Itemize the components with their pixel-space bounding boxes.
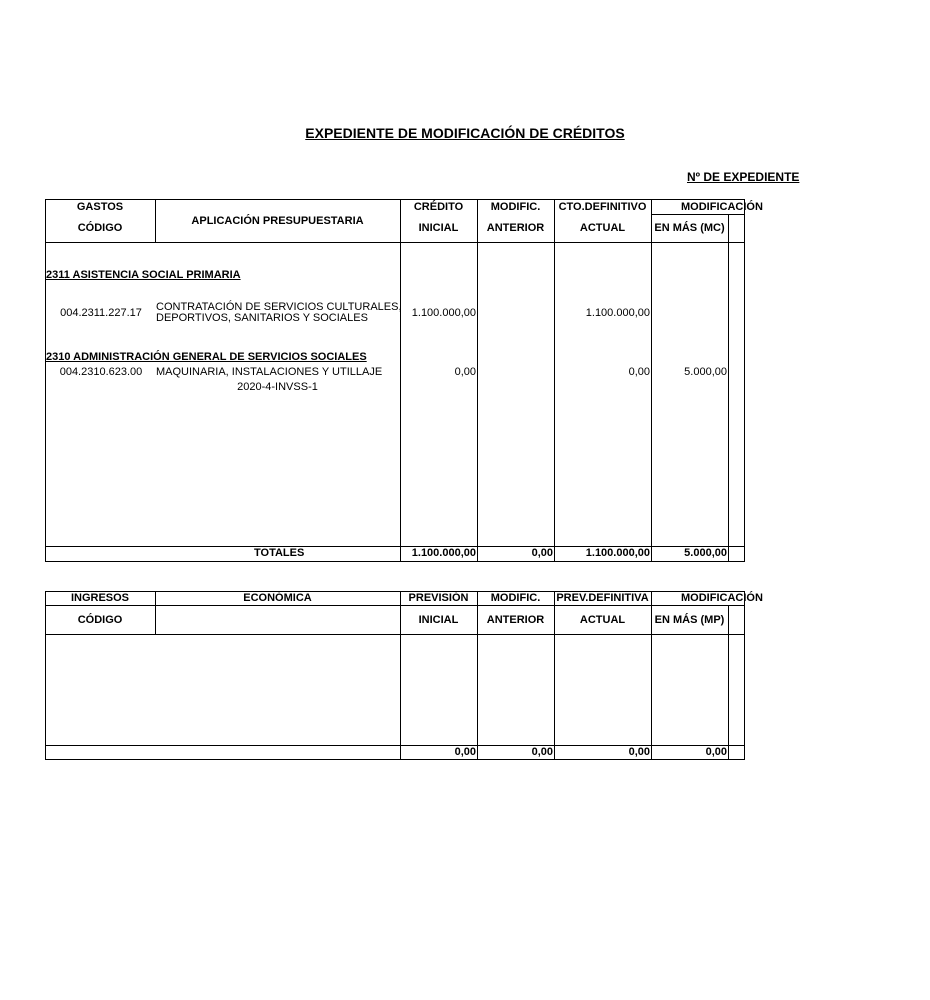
totals-modif-anterior: 0,00 (531, 547, 553, 559)
gastos-credito-header: CRÉDITO (413, 201, 464, 213)
ingresos-economica-header: ECONÓMICA (243, 592, 312, 604)
ingresos-actual-header: ACTUAL (579, 614, 626, 626)
ingresos-totals-prevision: 0,00 (454, 746, 476, 758)
gastos-col-divider-5 (651, 199, 652, 562)
ingresos-totals-prev-definitiva: 0,00 (628, 746, 650, 758)
row-codigo: 004.2311.227.17 (60, 307, 142, 319)
row-credito-inicial: 1.100.000,00 (411, 307, 476, 319)
ingresos-totals-modif-anterior: 0,00 (531, 746, 553, 758)
expediente-number-label: Nº DE EXPEDIENTE (687, 170, 800, 184)
gastos-modifica-subdivider (651, 214, 745, 215)
ingresos-header-divider-1 (45, 605, 745, 606)
totals-en-mas: 5.000,00 (684, 547, 727, 559)
ingresos-modif-header: MODIFIC. (490, 592, 541, 604)
totals-credito-inicial: 1.100.000,00 (411, 547, 476, 559)
ingresos-col-divider-6 (728, 605, 729, 760)
gastos-anterior-header: ANTERIOR (486, 222, 545, 234)
row-description-line-2: 2020-4-INVSS-1 (237, 381, 318, 393)
gastos-cto-definitivo-header: CTO.DEFINITIVO (558, 201, 647, 213)
ingresos-header: INGRESOS (70, 592, 130, 604)
row-description-line-1: MAQUINARIA, INSTALACIONES Y UTILLAJE (156, 366, 383, 378)
ingresos-modificacion-header: MODIFICACIÓN (681, 592, 763, 604)
totals-cto-definitivo: 1.100.000,00 (585, 547, 650, 559)
section-heading: 2311 ASISTENCIA SOCIAL PRIMARIA (46, 269, 241, 281)
ingresos-prev-definitiva-header: PREV.DEFINITIVA (556, 592, 649, 604)
gastos-header-divider (45, 242, 745, 243)
ingresos-prevision-header: PREVISIÓN (408, 592, 469, 604)
row-cto-definitivo: 0,00 (628, 366, 650, 378)
ingresos-inicial-header: INICIAL (418, 614, 459, 626)
gastos-actual-header: ACTUAL (579, 222, 626, 234)
ingresos-totals-en-mas: 0,00 (705, 746, 727, 758)
gastos-col-divider-2 (400, 199, 401, 562)
document-title: EXPEDIENTE DE MODIFICACIÓN DE CRÉDITOS (305, 125, 625, 141)
row-description-line-1: CONTRATACIÓN DE SERVICIOS CULTURALES, (156, 301, 402, 313)
ingresos-en-mas-header: EN MÁS (MP) (654, 614, 725, 626)
gastos-col-divider-4 (554, 199, 555, 562)
gastos-col-divider-3 (477, 199, 478, 562)
row-credito-inicial: 0,00 (454, 366, 476, 378)
ingresos-header-divider-2 (45, 634, 745, 635)
ingresos-codigo-header: CÓDIGO (77, 614, 123, 626)
section-heading: 2310 ADMINISTRACIÓN GENERAL DE SERVICIOS SOCIALES (46, 351, 367, 363)
row-description-line-2: DEPORTIVOS, SANITARIOS Y SOCIALES (156, 312, 368, 324)
ingresos-anterior-header: ANTERIOR (486, 614, 545, 626)
gastos-col-divider-6 (728, 214, 729, 562)
gastos-en-mas-header: EN MÁS (MC) (654, 222, 725, 234)
totals-label: TOTALES (254, 547, 305, 559)
row-codigo: 004.2310.623.00 (59, 366, 143, 378)
gastos-modificacion-header: MODIFICACIÓN (681, 201, 763, 213)
gastos-inicial-header: INICIAL (418, 222, 459, 234)
gastos-header: GASTOS (76, 201, 124, 213)
gastos-modif-header: MODIFIC. (490, 201, 541, 213)
gastos-codigo-header: CÓDIGO (77, 222, 123, 234)
row-en-mas: 5.000,00 (684, 366, 727, 378)
row-cto-definitivo: 1.100.000,00 (585, 307, 650, 319)
gastos-aplicacion-header: APLICACIÓN PRESUPUESTARIA (191, 215, 364, 227)
